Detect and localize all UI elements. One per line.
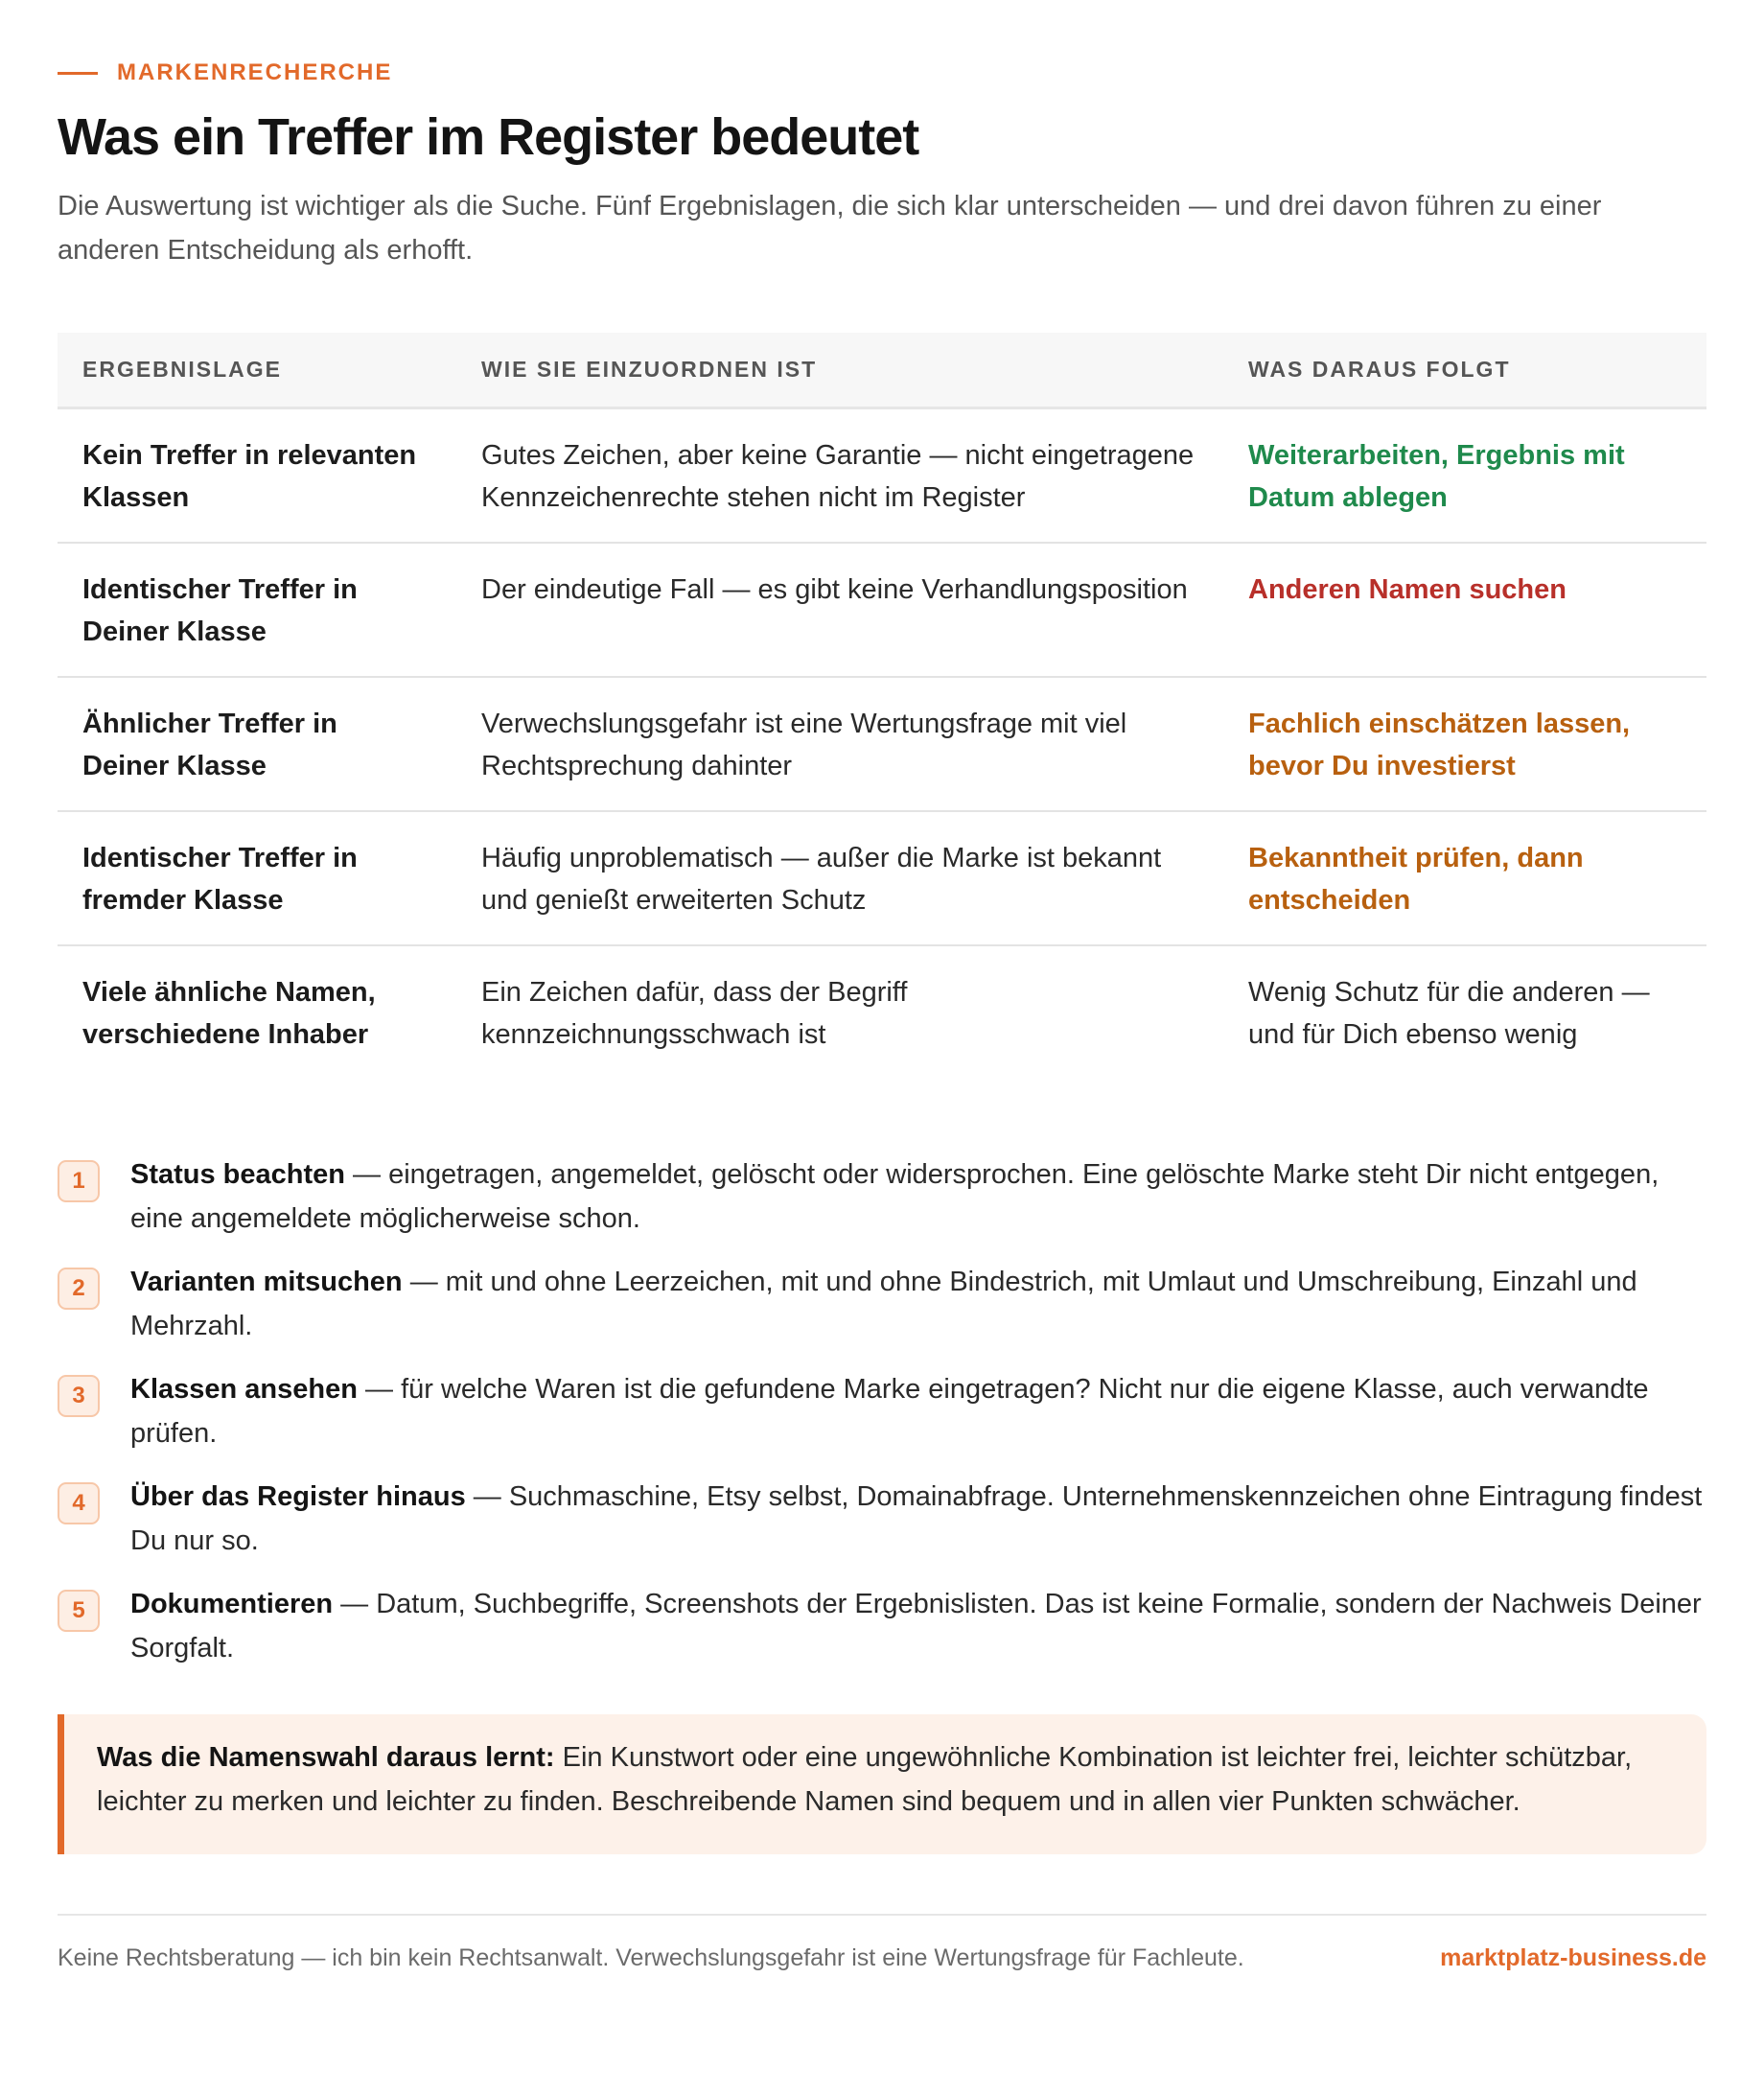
step-number-badge: 1 xyxy=(58,1160,100,1202)
step-title: Über das Register hinaus xyxy=(130,1481,466,1512)
footer-divider xyxy=(58,1914,1706,1916)
list-item xyxy=(58,1152,1706,1241)
step-text xyxy=(130,1260,1706,1348)
step-description: — mit und ohne Leerzeichen, mit und ohne Bindestrich, mit Umlaut und Umschreibung, Einzahl und Mehrzahl. xyxy=(130,1267,1637,1341)
step-number-badge: 3 xyxy=(58,1375,100,1417)
step-description: — Datum, Suchbegriffe, Screenshots der Ergebnislisten. Das ist keine Formalie, sondern der Nachweis Deiner Sorgfalt. xyxy=(130,1589,1702,1664)
consequence-cell: Fachlich einschätzen lassen, bevor Du investierst xyxy=(1223,677,1706,811)
step-title: Klassen ansehen xyxy=(130,1374,358,1405)
step-description: — eingetragen, angemeldet, gelöscht oder widersprochen. Eine gelöschte Marke steht Dir nicht entgegen, eine angemeldete möglicherweise schon. xyxy=(130,1159,1660,1234)
eyebrow-line xyxy=(58,72,98,75)
step-description: — Suchmaschine, Etsy selbst, Domainabfrage. Unternehmenskennzeichen ohne Eintragung findest Du nur so. xyxy=(130,1481,1703,1556)
table-row xyxy=(58,811,1706,945)
list-item xyxy=(58,1260,1706,1348)
step-text xyxy=(130,1152,1706,1241)
callout-box xyxy=(58,1714,1706,1854)
situation-cell: Viele ähnliche Namen, verschiedene Inhaber xyxy=(82,976,376,1050)
list-item xyxy=(58,1367,1706,1455)
consequence-cell: Bekanntheit prüfen, dann entscheiden xyxy=(1223,811,1706,945)
lead-paragraph: Die Auswertung ist wichtiger als die Suche. Fünf Ergebnislagen, die sich klar unterscheiden — und drei davon führen zu einer anderen Entscheidung als erhofft. xyxy=(58,191,1602,266)
situation-cell: Ähnlicher Treffer in Deiner Klasse xyxy=(58,677,456,811)
situation-cell: Identischer Treffer in Deiner Klasse xyxy=(58,543,456,677)
step-text xyxy=(130,1367,1706,1455)
eyebrow xyxy=(58,59,392,86)
steps-list xyxy=(58,1152,1706,1689)
table-row xyxy=(58,677,1706,811)
list-item xyxy=(58,1475,1706,1563)
consequence-cell: Weiterarbeiten, Ergebnis mit Datum ablegen xyxy=(1223,407,1706,543)
table-row xyxy=(58,945,1706,1079)
callout-title: Was die Namenswahl daraus lernt: xyxy=(97,1742,555,1773)
situation-cell: Kein Treffer in relevanten Klassen xyxy=(58,407,456,543)
column-header-situation: ERGEBNISLAGE xyxy=(58,333,456,407)
table-row xyxy=(58,543,1706,677)
table-row xyxy=(58,407,1706,543)
step-text xyxy=(130,1582,1706,1670)
step-title: Status beachten xyxy=(130,1159,345,1190)
step-number-badge: 2 xyxy=(58,1268,100,1310)
callout-text: Ein Kunstwort oder eine ungewöhnliche Kombination ist leichter frei, leichter schützbar, leichter zu merken und leichter zu finden. Beschreibende Namen sind bequem und in allen vier Punkten schwächer. xyxy=(97,1742,1633,1817)
consequence-cell: Wenig Schutz für die anderen — und für Dich ebenso wenig xyxy=(1248,976,1650,1050)
page-title: Was ein Treffer im Register bedeutet xyxy=(58,108,919,166)
footer-disclaimer: Keine Rechtsberatung — ich bin kein Rechtsanwalt. Verwechslungsgefahr ist eine Wertungsfrage für Fachleute. xyxy=(58,1944,1244,1971)
table-body xyxy=(58,407,1706,1079)
assessment-cell: Verwechslungsgefahr ist eine Wertungsfrage mit viel Rechtsprechung dahinter xyxy=(456,677,1223,811)
table-header-row xyxy=(58,333,1706,407)
consequence-cell: Anderen Namen suchen xyxy=(1223,543,1706,677)
assessment-cell: Der eindeutige Fall — es gibt keine Verhandlungsposition xyxy=(456,543,1223,677)
situation-cell: Identischer Treffer in fremder Klasse xyxy=(58,811,456,945)
step-description: — für welche Waren ist die gefundene Marke eingetragen? Nicht nur die eigene Klasse, auch verwandte prüfen. xyxy=(130,1374,1649,1449)
assessment-cell: Ein Zeichen dafür, dass der Begriff kennzeichnungsschwach ist xyxy=(481,976,908,1050)
step-number-badge: 5 xyxy=(58,1590,100,1632)
eyebrow-label: MARKENRECHERCHE xyxy=(117,59,393,85)
step-number-badge: 4 xyxy=(58,1482,100,1524)
column-header-consequence: WAS DARAUS FOLGT xyxy=(1223,333,1706,407)
step-text xyxy=(130,1475,1706,1563)
assessment-cell: Häufig unproblematisch — außer die Marke ist bekannt und genießt erweiterten Schutz xyxy=(456,811,1223,945)
step-title: Varianten mitsuchen xyxy=(130,1267,403,1297)
column-header-assessment: WIE SIE EINZUORDNEN IST xyxy=(456,333,1223,407)
step-title: Dokumentieren xyxy=(130,1589,334,1619)
footer-site-link[interactable]: marktplatz-business.de xyxy=(1440,1944,1706,1971)
results-table xyxy=(58,333,1706,1079)
list-item xyxy=(58,1582,1706,1670)
assessment-cell: Gutes Zeichen, aber keine Garantie — nicht eingetragene Kennzeichenrechte stehen nicht im Register xyxy=(456,407,1223,543)
